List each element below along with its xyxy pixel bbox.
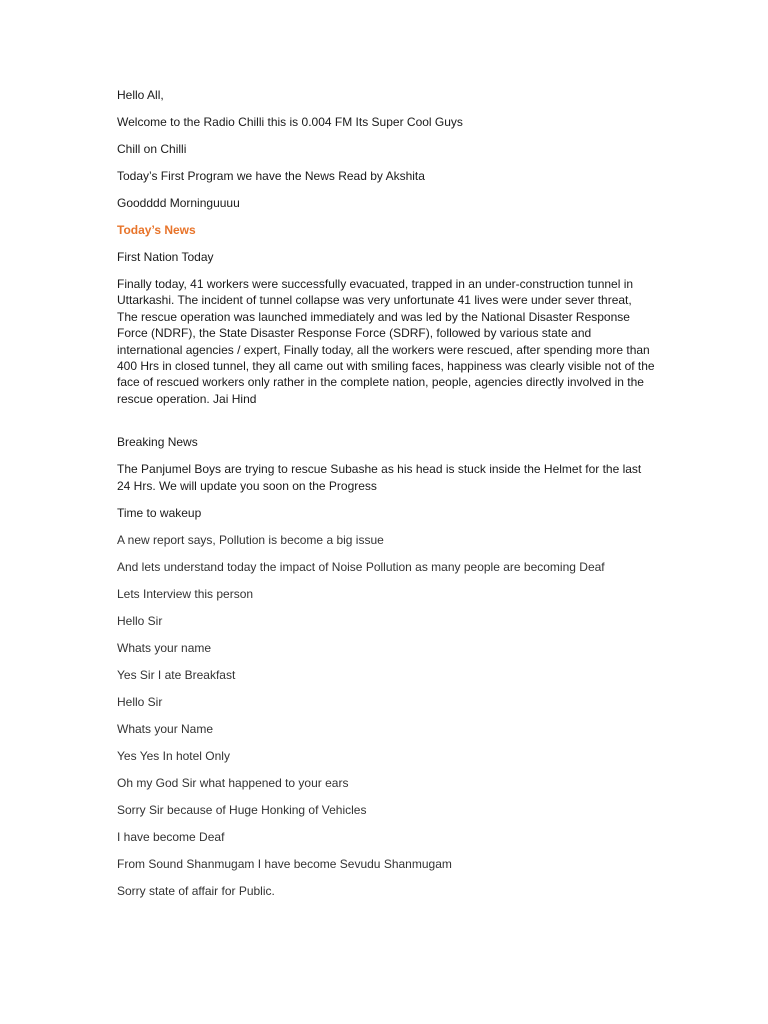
breaking-news-heading: Breaking News [117,435,198,450]
script-line: Lets Interview this person [117,587,254,602]
script-line: And lets understand today the impact of Noise Pollution as many people are becoming Deaf [117,560,605,575]
script-line: Hello Sir [117,695,163,710]
news-heading: Today’s News [117,223,196,237]
script-line: Whats your name [117,641,212,656]
script-line: Hello Sir [117,614,163,629]
script-line: Time to wakeup [117,506,202,521]
news-paragraph-1: Finally today, 41 workers were successfully evacuated, trapped in an under-construction tunnel in Uttarkashi. The incident of tunnel collapse was very unfortunate 41 lives were under sever threat, [117,277,634,308]
script-line: From Sound Shanmugam I have become Sevudu Shanmugam [117,857,452,872]
welcome-text: Welcome to the Radio Chilli this is 0.004 FM Its Super Cool Guys [117,115,463,129]
script-line: Sorry state of affair for Public. [117,884,275,899]
good-morning-text: Goodddd Morninguuuu [117,196,240,210]
first-nation-heading: First Nation Today [117,250,214,264]
document-body [117,87,657,910]
greeting-text: Hello All, [117,88,164,102]
script-line: Yes Sir I ate Breakfast [117,668,236,683]
script-line: Whats your Name [117,722,214,737]
first-program-text: Today’s First Program we have the News Read by Akshita [117,169,425,183]
script-line: Yes Yes In hotel Only [117,749,230,764]
news-paragraph-2: The rescue operation was launched immediately and was led by the National Disaster Response Force (NDRF), the State Disaster Response Force (SDRF), followed by various state and international agencies / expert, Finally today, all the workers were rescued, after spending more than 400 Hrs in closed tunnel, they all came out with smiling faces, happiness was clearly visible not of the face of rescued workers only rather in the complete nation, people, agencies directly involved in the rescue operation. Jai Hind [117,309,655,406]
script-line: Sorry Sir because of Huge Honking of Vehicles [117,803,367,818]
tagline-text: Chill on Chilli [117,142,187,156]
breaking-news-paragraph: The Panjumel Boys are trying to rescue Subashe as his head is stuck inside the Helmet for the last 24 Hrs. We will update you soon on the Progress [117,462,642,493]
script-line: A new report says, Pollution is become a big issue [117,533,384,548]
spacer [117,407,657,434]
script-line: Oh my God Sir what happened to your ears [117,776,349,791]
script-line: I have become Deaf [117,830,225,845]
